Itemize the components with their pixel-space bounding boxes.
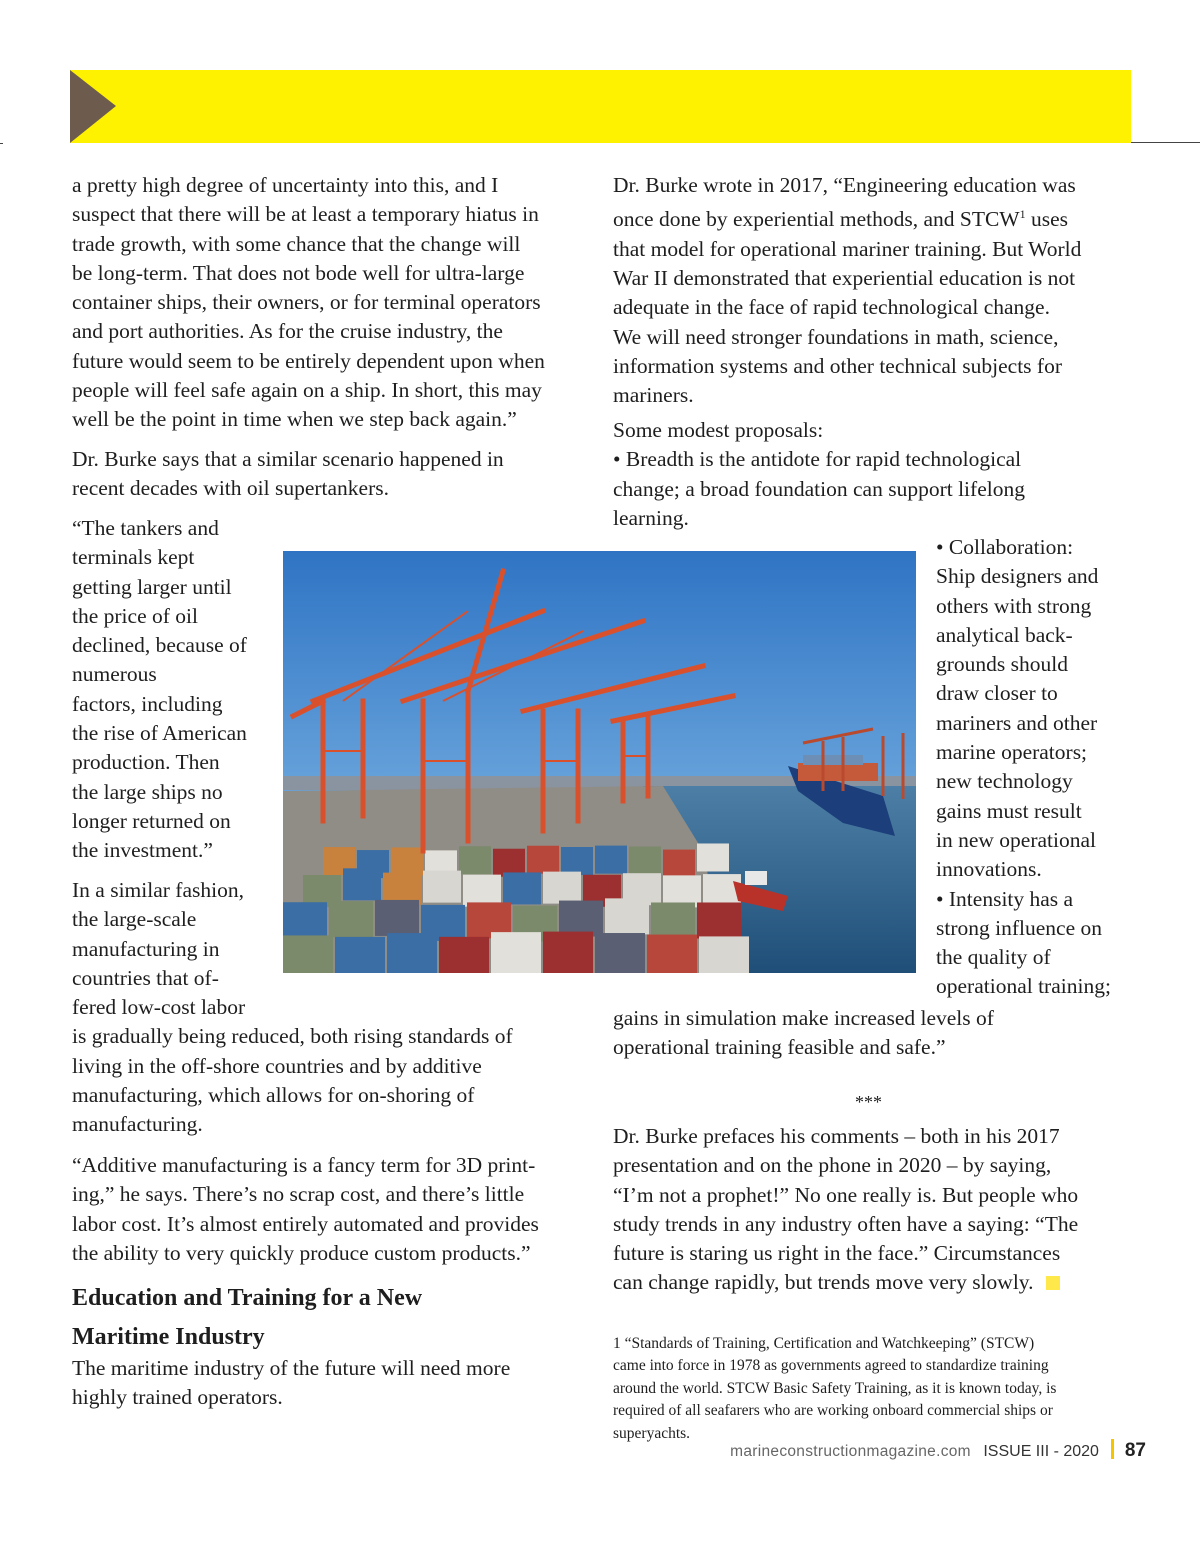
edge-tick bbox=[0, 143, 3, 144]
container-stack bbox=[459, 846, 491, 874]
container-stack bbox=[335, 937, 385, 973]
container-stack bbox=[491, 932, 541, 973]
page-footer bbox=[730, 1439, 1146, 1467]
footer-issue: ISSUE III - 2020 bbox=[983, 1443, 1099, 1460]
container-stack bbox=[503, 872, 541, 904]
end-of-article-mark bbox=[1046, 1276, 1060, 1290]
left-quote-additive: “Additive manufacturing is a fancy term for 3D print- ing,” he says. There’s no scrap cost, and there’s little labor cost. It’s almost entirely automated and provides the ability to very quickly produce custom products.” bbox=[72, 1153, 539, 1265]
footnote: 1 “Standards of Training, Certification and Watchkeeping” (STCW) came into force in 1978 as governments agreed to standardize training around the world. STCW Basic Safety Training, as it is known today, is required of all seafarers who are working onboard commercial ships or superyachts. bbox=[613, 1335, 1057, 1442]
container-stack bbox=[559, 901, 603, 937]
container-stack bbox=[663, 850, 695, 878]
section-break: *** bbox=[855, 1092, 882, 1112]
container-stack bbox=[463, 875, 501, 907]
container-stack bbox=[439, 937, 489, 973]
left-paragraph-manufacturing: In a similar fashion, the large-scale manufacturing in countries that of- fered low-cost labor is gradually being reduced, both rising standards of living in the off-shore countries and by additive manufacturing, which allows for on-shoring of manufacturing. bbox=[72, 878, 513, 1137]
right-paragraph-1: Dr. Burke wrote in 2017, “Engineering education was once done by experiential methods, and STCW$^1$ uses that model for operational mariner training. But World War II demonstrated that experiential education is not adequate in the face of rapid technological change. We will need stronger foundations in math, science, information systems and other technical subjects for mariners. bbox=[613, 173, 1082, 408]
container-stack bbox=[391, 847, 423, 875]
footer-site: marineconstructionmagazine.com bbox=[730, 1443, 971, 1460]
container-stack bbox=[595, 846, 627, 874]
left-quote-tankers: “The tankers and terminals kept getting larger until the price of oil declined, because of numerous factors, including the rise of American production. Then the large ships no longer returned on the investment.” bbox=[72, 516, 247, 863]
container-stack bbox=[329, 901, 373, 937]
footer-divider bbox=[1111, 1439, 1114, 1459]
container-stack bbox=[527, 846, 559, 874]
container-stack bbox=[699, 936, 749, 973]
container-port-photo bbox=[283, 551, 916, 973]
container-stack bbox=[283, 902, 327, 938]
right-proposals-end: gains in simulation make increased levels of operational training feasible and safe.” bbox=[613, 1006, 994, 1060]
footnote-ref: 1 bbox=[1019, 207, 1026, 222]
container-stack bbox=[543, 872, 581, 904]
left-paragraph-2: Dr. Burke says that a similar scenario happened in recent decades with oil supertankers. bbox=[72, 447, 504, 501]
section-banner bbox=[70, 70, 1131, 143]
container-stack bbox=[387, 933, 437, 973]
container-stack bbox=[595, 933, 645, 973]
container-stack bbox=[283, 935, 333, 973]
right-proposals-continued: • Collaboration: Ship designers and others with strong analytical back- grounds should draw closer to mariners and other marine operators; new technology gains must result in new operational innovations. • Intensity has a strong influence on the quality of operational training; bbox=[936, 535, 1111, 999]
container-stack bbox=[697, 902, 741, 938]
right-proposals: Some modest proposals: • Breadth is the antidote for rapid technological change; a broad foundation can support lifelong learning. bbox=[613, 418, 1025, 530]
container-stack bbox=[383, 873, 421, 905]
left-paragraph-maritime: The maritime industry of the future will need more highly trained operators. bbox=[72, 1356, 511, 1410]
left-paragraph-1: a pretty high degree of uncertainty into this, and I suspect that there will be at least a temporary hiatus in trade growth, with some chance that the change will be long-term. That does not bode well for ultra-large container ships, their owners, or for terminal operators and port authorities. As for the cruise industry, the future would seem to be entirely dependent upon when people will feel safe again on a ship. In short, this may well be the point in time when we step back again.” bbox=[72, 173, 545, 432]
container-stack bbox=[629, 847, 661, 875]
header-rule bbox=[1131, 142, 1200, 143]
container-stack bbox=[647, 935, 697, 973]
container-stack bbox=[697, 843, 729, 871]
section-heading: Education and Training for a New Maritime Industry bbox=[72, 1285, 423, 1350]
container-stack bbox=[375, 900, 419, 936]
container-stack bbox=[561, 847, 593, 875]
container-stack bbox=[543, 932, 593, 973]
container-stack bbox=[343, 868, 381, 900]
right-closing-paragraph: Dr. Burke prefaces his comments – both in his 2017 presentation and on the phone in 2020 – by saying, “I’m not a prophet!” No one really is. But people who study trends in any industry often have a saying: “The future is staring us right in the face.” Circumstances can change rapidly, but trends move very slowly. bbox=[613, 1124, 1079, 1295]
container-stack bbox=[423, 871, 461, 903]
page-number: 87 bbox=[1124, 1440, 1146, 1461]
container-stack bbox=[605, 898, 649, 934]
banner-arrow-icon bbox=[70, 70, 116, 143]
container-stack bbox=[651, 902, 695, 938]
